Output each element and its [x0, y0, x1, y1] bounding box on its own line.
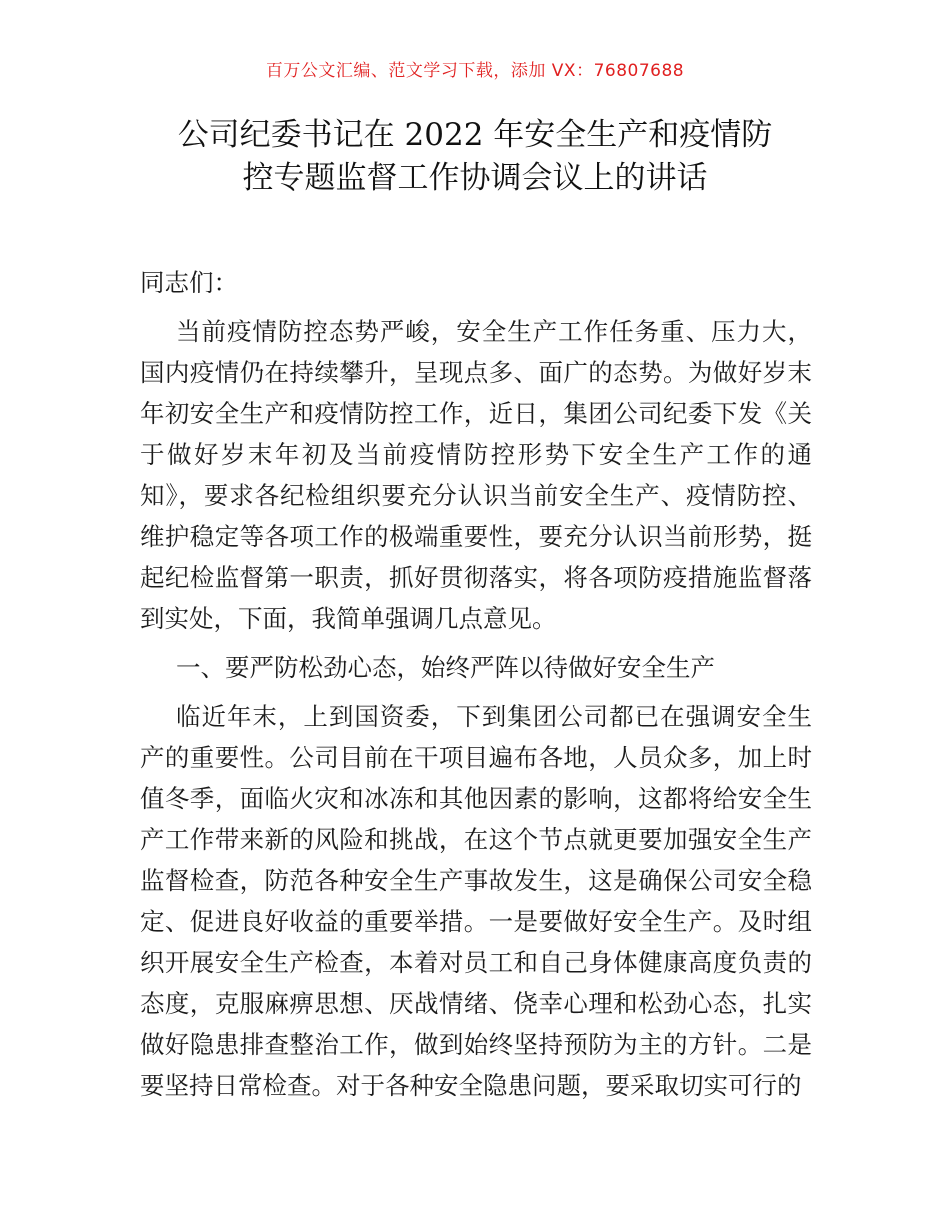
title-line-2: 控专题监督工作协调会议上的讲话: [242, 160, 708, 196]
paragraph-section-1: 临近年末，上到国资委，下到集团公司都已在强调安全生产的重要性。公司目前在干项目遍布各地，人员众多，加上时值冬季，面临火灾和冰冻和其他因素的影响，这都将给安全生产工作带来新的风险和挑战，在这个节点就更要加强安全生产监督检查，防范各种安全生产事故发生，这是确保公司安全稳定、促进良好收益的重要举措。一是要做好安全生产。及时组织开展安全生产检查，本着对员工和自己身体健康高度负责的态度，克服麻痹思想、厌战情绪、侥幸心理和松劲心态，扎实做好隐患排查整治工作，做到始终坚持预防为主的方针。二是要坚持日常检查。对于各种安全隐患问题，要采取切实可行的: [140, 702, 812, 1100]
paragraph-intro: 当前疫情防控态势严峻，安全生产工作任务重、压力大，国内疫情仍在持续攀升，呈现点多、面广的态势。为做好岁末年初安全生产和疫情防控工作，近日，集团公司纪委下发《关于做好岁末年初及当前疫情防控形势下安全生产工作的通知》，要求各纪检组织要充分认识当前安全生产、疫情防控、维护稳定等各项工作的极端重要性，要充分认识当前形势，挺起纪检监督第一职责，抓好贯彻落实，将各项防疫措施监督落到实处，下面，我简单强调几点意见。: [140, 317, 812, 633]
document-body: [140, 262, 812, 1114]
salutation: 同志们：: [140, 268, 238, 297]
title-line-1: 公司纪委书记在 2022 年安全生产和疫情防: [177, 117, 773, 153]
document-title: [100, 114, 850, 200]
section-heading-1: 一、要严防松劲心态，始终严阵以待做好安全生产: [176, 653, 715, 682]
header-banner: 百万公文汇编、范文学习下载，添加 VX：76807688: [265, 61, 685, 81]
